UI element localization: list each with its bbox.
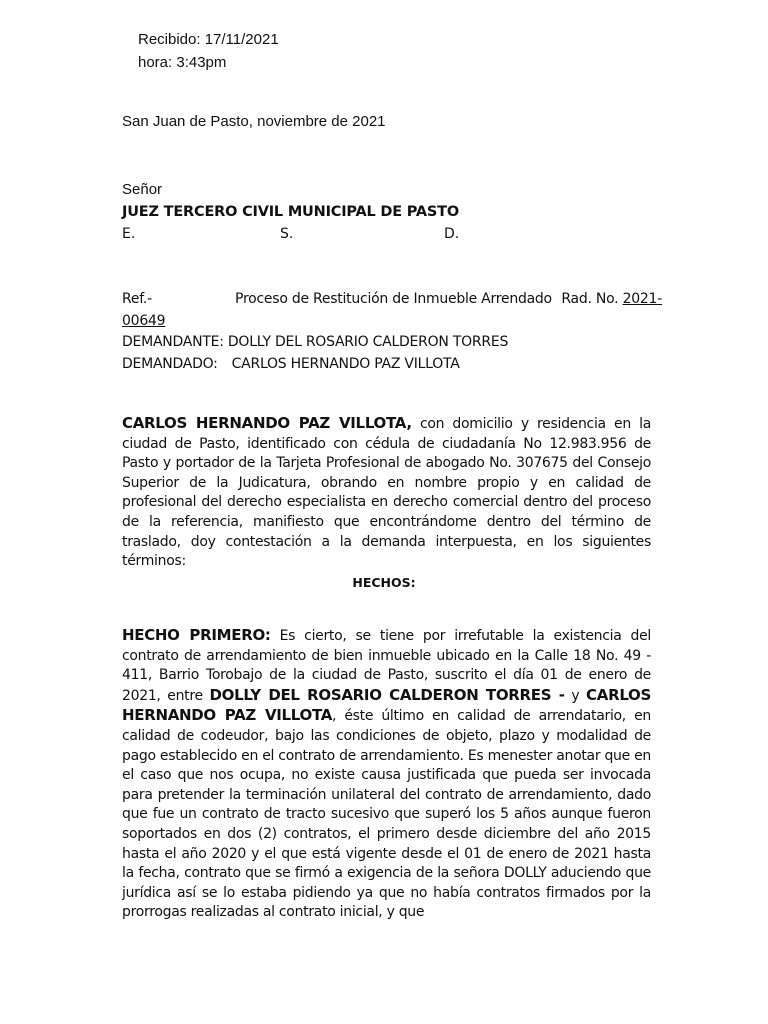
fact-one-paragraph bbox=[122, 626, 651, 923]
judge-title: JUEZ TERCERO CIVIL MUNICIPAL DE PASTO bbox=[122, 204, 459, 220]
radicado-continuation bbox=[122, 311, 662, 333]
fact-one-connector: y bbox=[564, 687, 587, 704]
receipt-stamp bbox=[138, 28, 279, 74]
reference-block bbox=[122, 289, 662, 375]
esd-s: S. bbox=[280, 226, 294, 242]
esd-line bbox=[122, 223, 482, 245]
defendant-line bbox=[122, 354, 662, 376]
fact-one-label: HECHO PRIMERO bbox=[122, 626, 265, 644]
reference-label: Ref.- bbox=[122, 291, 152, 307]
radicado-number bbox=[561, 289, 662, 311]
reference-line bbox=[122, 289, 662, 311]
section-heading bbox=[0, 575, 768, 590]
intro-text: con domicilio y residencia en la ciudad de Pasto, identificado con cédula de ciudadanía No 12.983.956 de Pasto y portador de la Tarjeta Profesional de abogado No. 307675 del Consejo Superior de la Judicatura, obrando en nombre propio y en calidad de profesional del derecho especialista en derecho comercial dentro del proceso de la referencia, manifiesto que encontrándome dentro del término de traslado, doy contestación a la demanda interpuesta, en los siguientes términos: bbox=[122, 416, 651, 570]
fact-one-text-b: , éste último en calidad de arrendatario, en calidad de codeudor, bajo las condiciones de objeto, plazo y modalidad de pago establecido en el contrato de arrendamiento. Es menester anotar que en el caso que nos ocupa, no existe causa justificada que pueda ser invocada para pretender la terminación unilateral del contrato de arrendamiento, dado que fue un contrato de tracto sucesivo que superó los 5 años aunque fueron soportados en dos (2) contratos, el primero desde diciembre del año 2015 hasta el año 2020 y el que está vigente desde el 01 de enero de 2021 hasta la fecha, contrato que se firmó a exigencia de la señora DOLLY aduciendo que jurídica así se lo estaba pidiendo ya que no había contratos firmados por la prorrogas realizadas al contrato inicial, y que bbox=[122, 708, 652, 921]
fact-one-text-a: Es cierto, se tiene por irrefutable la existencia del contrato de arrendamiento de bien inmueble ubicado en la Calle 18 No. 49 - 411, Barrio Torobajo de la ciudad de Pasto, suscrito el día 01 de enero de 2021, entre bbox=[122, 628, 651, 704]
reference-process: Proceso de Restitución de Inmueble Arrendado bbox=[235, 291, 552, 307]
place-date: San Juan de Pasto, noviembre de 2021 bbox=[122, 113, 386, 130]
defendant-name: CARLOS HERNANDO PAZ VILLOTA bbox=[231, 355, 460, 372]
fact-one-party-a: DOLLY DEL ROSARIO CALDERON TORRES - bbox=[209, 685, 565, 704]
defendant-label: DEMANDADO: bbox=[122, 355, 218, 372]
esd-e: E. bbox=[122, 226, 136, 242]
section-heading-text: HECHOS: bbox=[352, 575, 416, 590]
esd-d: D. bbox=[444, 226, 460, 242]
intro-paragraph bbox=[122, 414, 651, 572]
fact-one-party-b: CARLOS HERNANDO PAZ VILLOTA bbox=[122, 685, 651, 725]
addressee-block bbox=[122, 179, 482, 245]
received-date: Recibido: 17/11/2021 bbox=[138, 31, 279, 48]
radicado-part1: 2021- bbox=[622, 291, 662, 307]
plaintiff-line: DEMANDANTE: DOLLY DEL ROSARIO CALDERON TORRES bbox=[122, 334, 509, 350]
radicado-part2: 00649 bbox=[122, 312, 166, 329]
received-time: hora: 3:43pm bbox=[138, 54, 227, 71]
fact-one-colon: : bbox=[264, 626, 271, 644]
intro-name: CARLOS HERNANDO PAZ VILLOTA, bbox=[122, 414, 412, 432]
radicado-prefix: Rad. No. bbox=[561, 291, 623, 307]
salutation: Señor bbox=[122, 181, 163, 198]
